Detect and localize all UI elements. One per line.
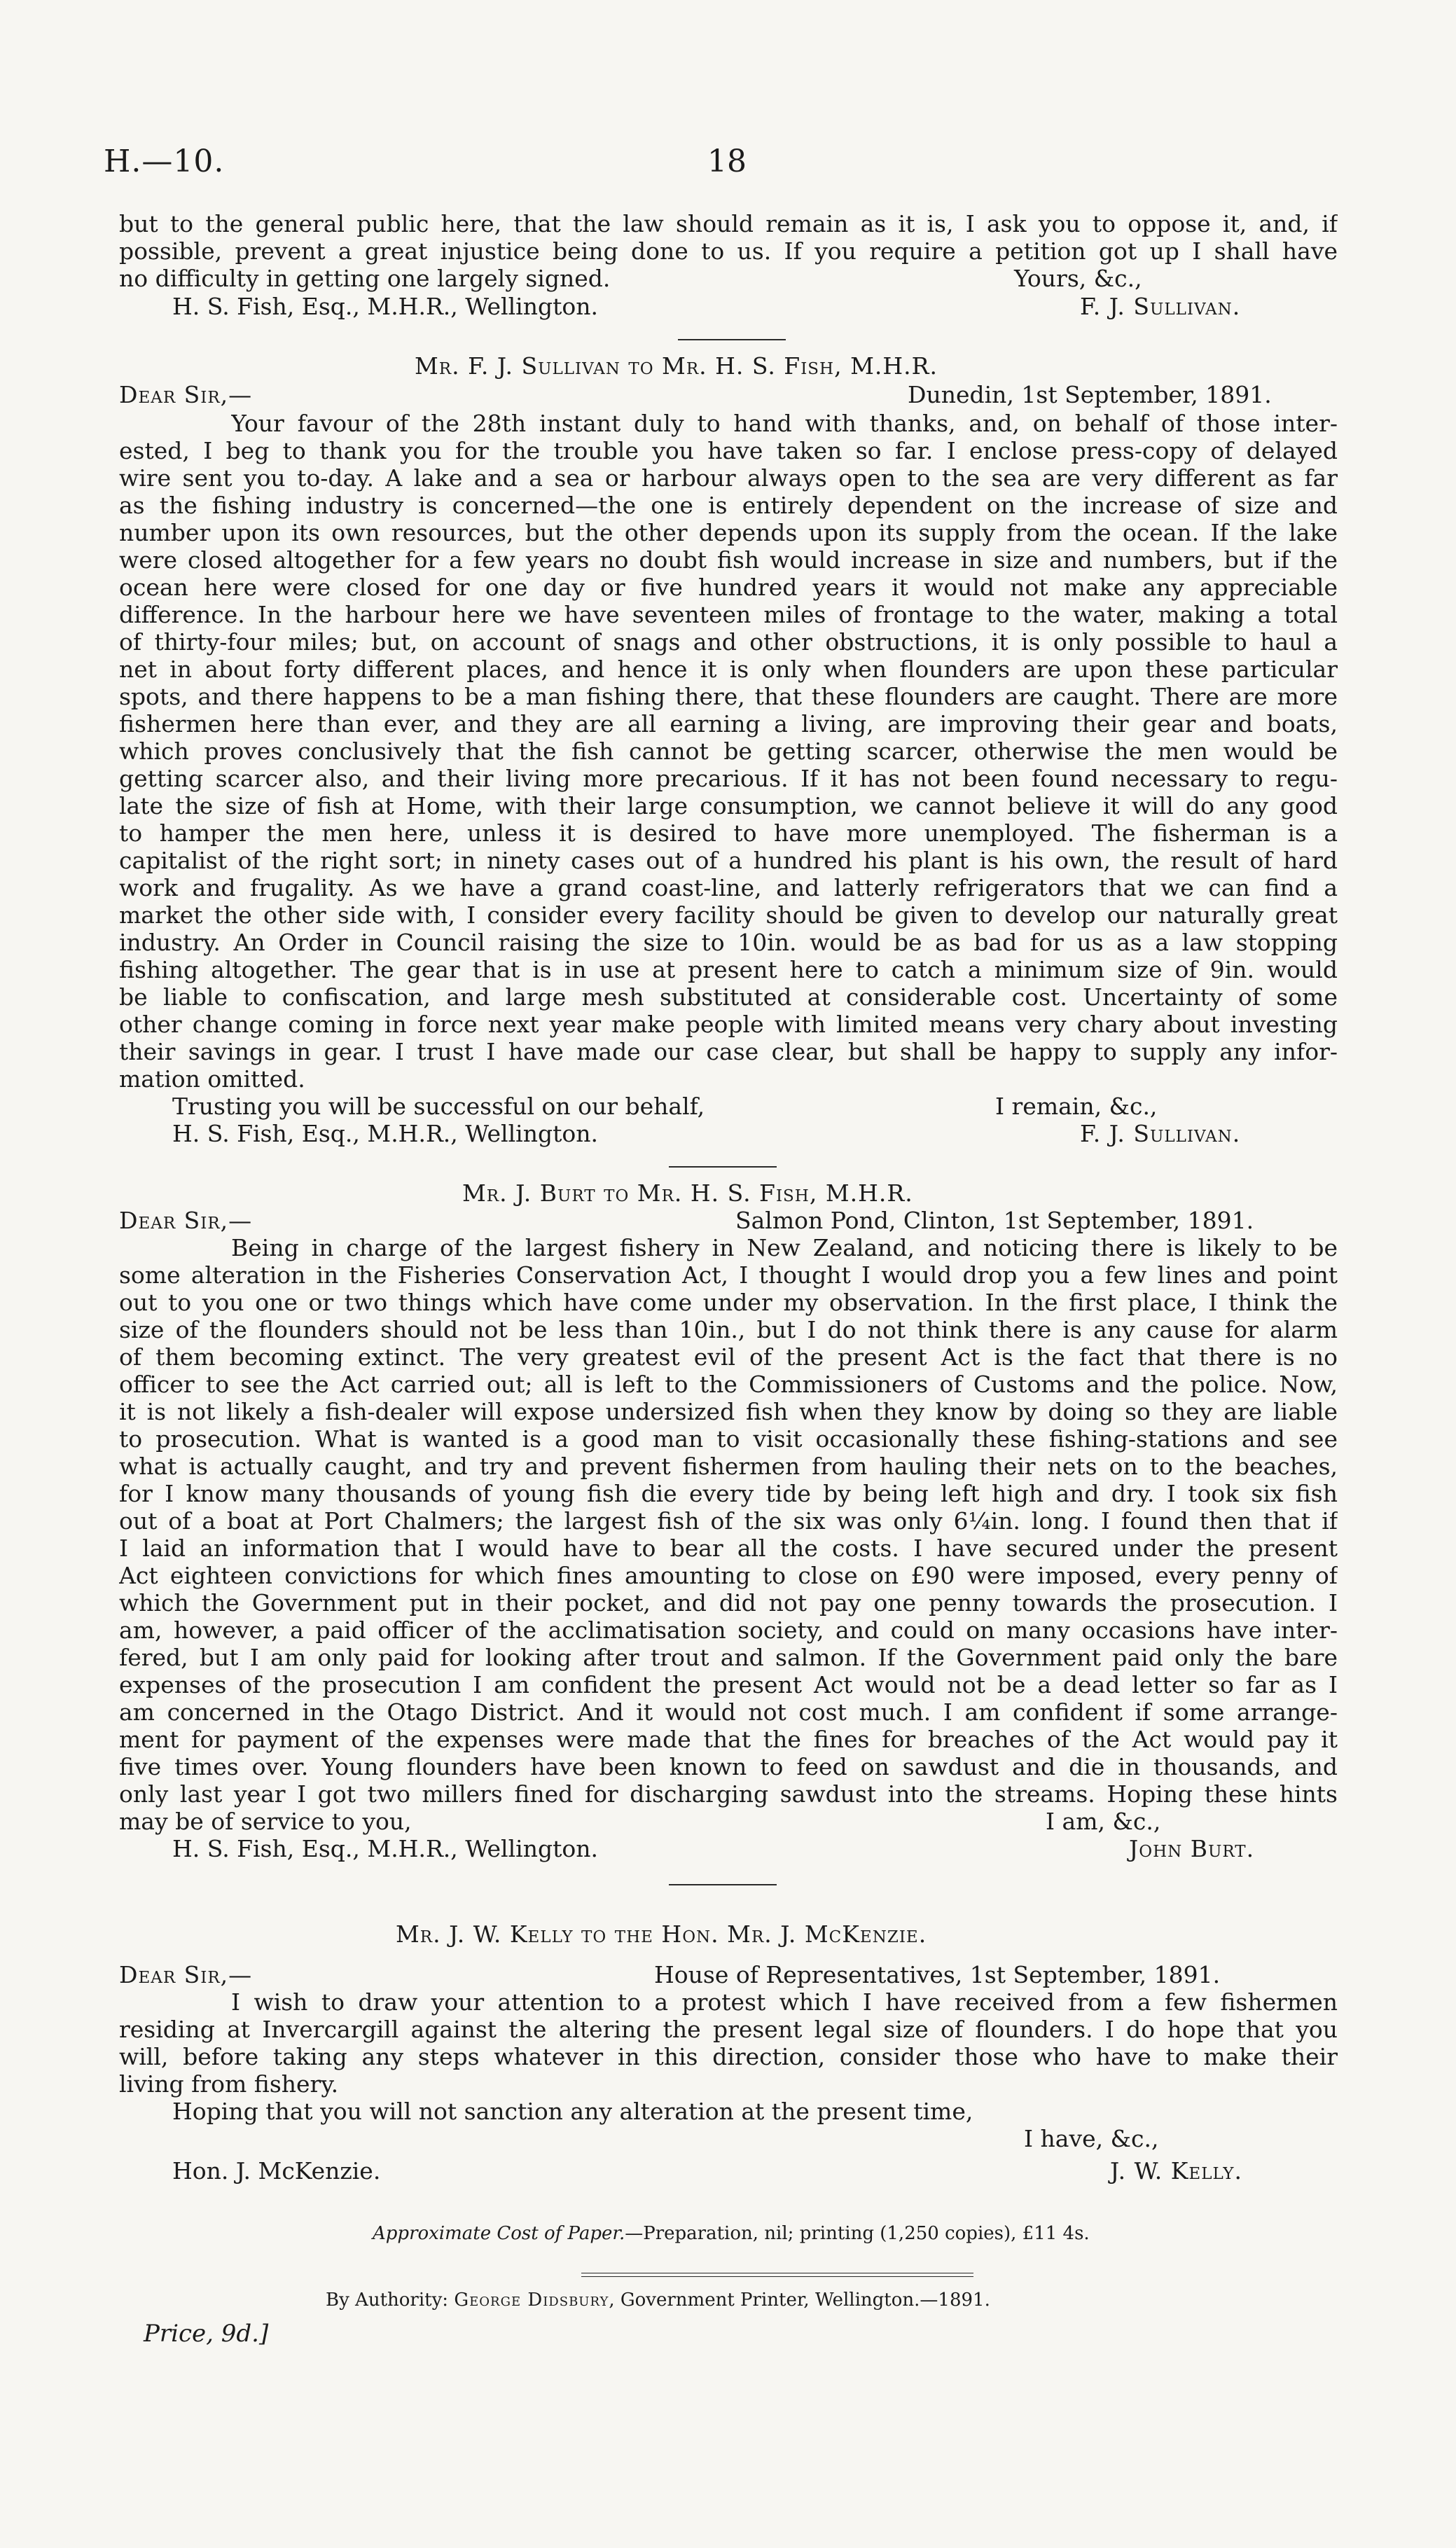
authority-prefix: By Authority: [326, 2290, 449, 2311]
cost-note [373, 2220, 1090, 2248]
letter-closing: I am, &c., [1046, 1808, 1161, 1835]
letter-signature: F. J. Sullivan. [1080, 293, 1241, 320]
body-line: late the size of fish at Home, with their large consumption, we cannot believe it will do any good [119, 792, 1338, 819]
footer-rule [581, 2276, 973, 2277]
body-line: living from fishery. [119, 2070, 339, 2098]
page-number: 18 [707, 144, 747, 179]
body-line: am, however, a paid officer of the acclimatisation society, and could on many occasions have inter- [119, 1616, 1338, 1644]
body-line: other change coming in force next year make people with limited means very chary about investing [119, 1011, 1338, 1038]
letter-title: Mr. F. J. Sullivan to Mr. H. S. Fish, M.H.R. [415, 352, 938, 380]
body-line: were closed altogether for a few years no doubt fish would increase in size and numbers, but if the [119, 546, 1338, 574]
body-line: fishermen here than ever, and they are all earning a living, are improving their gear and boats, [119, 710, 1338, 738]
letter-addressee: H. S. Fish, Esq., M.H.R., Wellington. [172, 1835, 598, 1862]
body-line: spots, and there happens to be a man fishing there, that these flounders are caught. There are more [119, 683, 1338, 710]
section-divider [678, 339, 786, 340]
letter-title: Mr. J. W. Kelly to the Hon. Mr. J. McKenzie. [396, 1920, 927, 1948]
printer-name: George Didsbury [454, 2290, 609, 2311]
body-line: out of a boat at Port Chalmers; the largest fish of the six was only 6¼in. long. I found then that if [119, 1507, 1338, 1535]
body-line: I wish to draw your attention to a protest which I have received from a few fishermen [231, 1988, 1338, 2016]
body-line: ested, I beg to thank you for the trouble you have taken so far. I enclose press-copy of delayed [119, 437, 1338, 464]
letter-salutation: Dear Sir,— [119, 1961, 253, 1988]
body-line: Being in charge of the largest fishery in New Zealand, and noticing there is likely to be [231, 1234, 1338, 1261]
body-line: of them becoming extinct. The very greatest evil of the present Act is the fact that there is no [119, 1343, 1338, 1371]
body-line: fered, but I am only paid for looking after trout and salmon. If the Government paid only the bare [119, 1644, 1338, 1671]
body-line: as the fishing industry is concerned—the one is entirely dependent on the increase of size and [119, 492, 1338, 519]
body-line: which the Government put in their pocket, and did not pay one penny towards the prosecution. I [119, 1589, 1338, 1616]
body-line: which proves conclusively that the fish cannot be getting scarcer, otherwise the men would be [119, 738, 1338, 765]
body-line: to prosecution. What is wanted is a good man to visit occasionally these fishing-stations and see [119, 1425, 1338, 1453]
letter-signature: F. J. Sullivan. [1080, 1120, 1241, 1147]
letter-closing: I have, &c., [1024, 2125, 1159, 2152]
letter-complimentary: Trusting you will be successful on our behalf, [172, 1093, 705, 1120]
body-line: out to you one or two things which have come under my observation. In the first place, I think the [119, 1289, 1338, 1316]
body-line: difference. In the harbour here we have seventeen miles of frontage to the water, making a total [119, 601, 1338, 628]
body-line: work and frugality. As we have a grand coast-line, and latterly refrigerators that we can find a [119, 874, 1338, 901]
letter-title: Mr. J. Burt to Mr. H. S. Fish, M.H.R. [462, 1179, 913, 1207]
body-line: their savings in gear. I trust I have made our case clear, but shall be happy to supply any infor- [119, 1038, 1338, 1065]
body-line: ocean here were closed for one day or five hundred years it would not make any appreciable [119, 574, 1338, 601]
body-line: some alteration in the Fisheries Conservation Act, I thought I would drop you a few lines and point [119, 1261, 1338, 1289]
letter-dateline: Salmon Pond, Clinton, 1st September, 1891. [735, 1207, 1254, 1234]
body-line: what is actually caught, and try and prevent fishermen from hauling their nets on to the beaches, [119, 1453, 1338, 1480]
body-line: for I know many thousands of young fish die every tide by being left high and dry. I took six fish [119, 1480, 1338, 1507]
body-line: net in about forty different places, and hence it is only when flounders are upon these particular [119, 656, 1338, 683]
letter-dateline: Dunedin, 1st September, 1891. [908, 381, 1272, 408]
letter-addressee: H. S. Fish, Esq., M.H.R., Wellington. [172, 293, 598, 320]
body-line: expenses of the prosecution I am confident the present Act would not be a dead letter so far as I [119, 1671, 1338, 1698]
body-line: I laid an information that I would have to bear all the costs. I have secured under the present [119, 1535, 1338, 1562]
section-divider [669, 1884, 777, 1885]
body-line: but to the general public here, that the law should remain as it is, I ask you to oppose it, and, if [119, 210, 1338, 237]
body-line: number upon its own resources, but the other depends upon its supply from the ocean. If the lake [119, 519, 1338, 546]
cost-label: Approximate Cost of Paper. [373, 2223, 625, 2244]
body-line: market the other side with, I consider every facility should be given to develop our naturally great [119, 901, 1338, 929]
body-line: capitalist of the right sort; in ninety cases out of a hundred his plant is his own, the result of hard [119, 847, 1338, 874]
authority-line [326, 2287, 990, 2314]
body-line: five times over. Young flounders have been known to feed on sawdust and die in thousands, and [119, 1753, 1338, 1780]
body-line: Act eighteen convictions for which fines amounting to close on £90 were imposed, every penny of [119, 1562, 1338, 1589]
body-line: to hamper the men here, unless it is desired to have more unemployed. The fisherman is a [119, 819, 1338, 847]
letter-complimentary: Hoping that you will not sanction any alteration at the present time, [172, 2098, 973, 2125]
letter-addressee: H. S. Fish, Esq., M.H.R., Wellington. [172, 1120, 598, 1147]
authority-suffix: , Government Printer, Wellington.—1891. [609, 2290, 990, 2311]
body-line: be liable to confiscation, and large mesh substituted at considerable cost. Uncertainty of some [119, 983, 1338, 1011]
price-note: Price, 9d.] [144, 2320, 269, 2348]
body-line: officer to see the Act carried out; all is left to the Commissioners of Customs and the police. Now, [119, 1371, 1338, 1398]
body-line: it is not likely a fish-dealer will expose undersized fish when they know by doing so they are liable [119, 1398, 1338, 1425]
body-line: industry. An Order in Council raising the size to 10in. would be as bad for us as a law stopping [119, 929, 1338, 956]
section-divider [669, 1166, 777, 1168]
body-line: will, before taking any steps whatever in this direction, consider those who have to make their [119, 2043, 1338, 2070]
body-line: of thirty-four miles; but, on account of snags and other obstructions, it is only possible to haul a [119, 628, 1338, 656]
body-line: fishing altogether. The gear that is in use at present here to catch a minimum size of 9in. would [119, 956, 1338, 983]
body-line: possible, prevent a great injustice being done to us. If you require a petition got up I shall have [119, 237, 1338, 265]
body-line: ment for payment of the expenses were made that the fines for breaches of the Act would pay it [119, 1726, 1338, 1753]
document-code: H.—10. [104, 144, 225, 179]
letter-dateline: House of Representatives, 1st September, 1891. [654, 1961, 1221, 1988]
body-line: size of the flounders should not be less than 10in., but I do not think there is any cause for alarm [119, 1316, 1338, 1343]
body-line: mation omitted. [119, 1065, 305, 1093]
letter-signature: J. W. Kelly. [1110, 2157, 1242, 2185]
body-line: only last year I got two millers fined for discharging sawdust into the streams. Hoping these hints [119, 1780, 1338, 1808]
letter-closing: Yours, &c., [1014, 265, 1142, 292]
letter-salutation: Dear Sir,— [119, 381, 253, 408]
body-line: wire sent you to-day. A lake and a sea or harbour always open to the sea are very different as far [119, 464, 1338, 492]
letter-salutation: Dear Sir,— [119, 1207, 253, 1234]
body-line: no difficulty in getting one largely signed. [119, 265, 611, 292]
letter-closing: I remain, &c., [995, 1093, 1158, 1120]
body-line: residing at Invercargill against the altering the present legal size of flounders. I do hope that you [119, 2016, 1338, 2043]
letter-addressee: Hon. J. McKenzie. [172, 2157, 381, 2185]
body-line: Your favour of the 28th instant duly to hand with thanks, and, on behalf of those inter- [231, 410, 1338, 437]
body-line: may be of service to you, [119, 1808, 412, 1835]
letter-signature: John Burt. [1129, 1835, 1255, 1862]
body-line: am concerned in the Otago District. And it would not cost much. I am confident if some arrange- [119, 1698, 1338, 1726]
body-line: getting scarcer also, and their living more precarious. If it has not been found necessary to regu- [119, 765, 1338, 792]
cost-text: —Preparation, nil; printing (1,250 copies), £11 4s. [625, 2223, 1090, 2244]
